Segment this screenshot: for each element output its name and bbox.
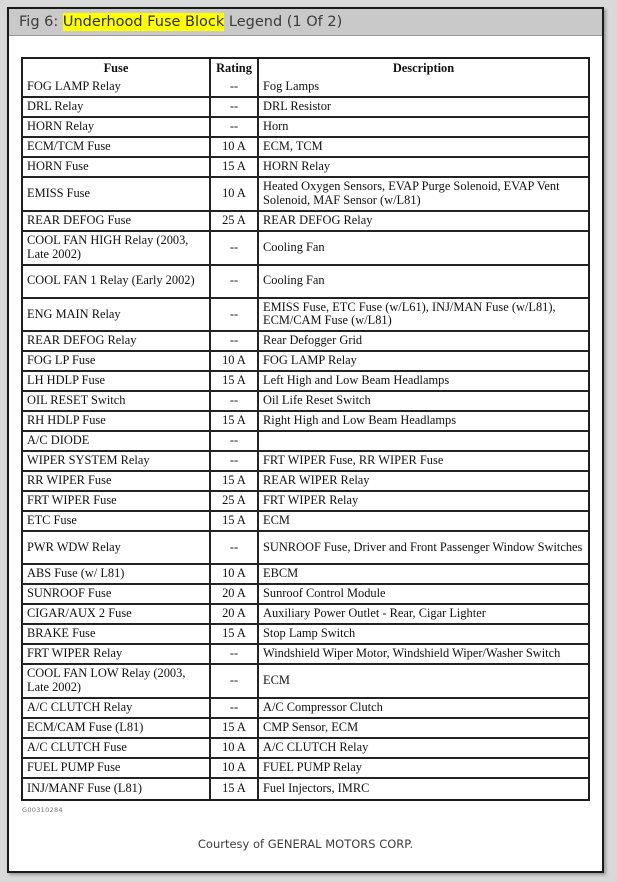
cell-fuse: COOL FAN HIGH Relay (2003, Late 2002) (23, 232, 211, 266)
table-row (23, 372, 588, 392)
table-row (23, 699, 588, 719)
table-row (23, 719, 588, 739)
table-row (23, 332, 588, 352)
table-row (23, 585, 588, 605)
table-row (23, 605, 588, 625)
table-row (23, 178, 588, 212)
cell-fuse: A/C DIODE (23, 432, 211, 452)
cell-rating: -- (211, 699, 259, 719)
cell-description: FRT WIPER Fuse, RR WIPER Fuse (259, 452, 588, 472)
cell-fuse: FRT WIPER Relay (23, 645, 211, 665)
table-row (23, 412, 588, 432)
cell-description: Fog Lamps (259, 78, 588, 98)
table-header (23, 59, 588, 78)
table-row (23, 118, 588, 138)
cell-fuse: COOL FAN 1 Relay (Early 2002) (23, 266, 211, 299)
table-row (23, 352, 588, 372)
table-row (23, 299, 588, 333)
cell-rating: -- (211, 645, 259, 665)
cell-rating: -- (211, 332, 259, 352)
cell-rating: 10 A (211, 565, 259, 585)
cell-fuse: RR WIPER Fuse (23, 472, 211, 492)
cell-fuse: A/C CLUTCH Fuse (23, 739, 211, 759)
table-row (23, 665, 588, 699)
cell-description: Fuel Injectors, IMRC (263, 781, 370, 796)
cell-rating: -- (211, 266, 259, 299)
cell-fuse: ABS Fuse (w/ L81) (23, 565, 211, 585)
figure-image-code: G00310284 (22, 806, 63, 815)
cell-rating: -- (211, 665, 259, 699)
table-row (23, 512, 588, 532)
cell-rating: -- (211, 452, 259, 472)
cell-description: Cooling Fan (259, 232, 588, 266)
cell-rating: 10 A (211, 759, 259, 779)
fuse-legend-container (9, 36, 602, 801)
cell-rating: -- (211, 532, 259, 565)
title-prefix: Fig 6: (19, 14, 63, 30)
cell-rating: 25 A (211, 212, 259, 232)
document-page (7, 7, 604, 873)
cell-fuse: HORN Relay (23, 118, 211, 138)
cell-rating: 15 A (211, 779, 259, 799)
cell-fuse: COOL FAN LOW Relay (2003, Late 2002) (23, 665, 211, 699)
cell-description: ECM (259, 665, 588, 699)
table-row (23, 779, 588, 799)
cell-description: CMP Sensor, ECM (259, 719, 588, 739)
cell-rating: -- (211, 232, 259, 266)
cell-rating: 20 A (211, 605, 259, 625)
table-header-row (23, 59, 588, 78)
cell-description: FRT WIPER Relay (259, 492, 588, 512)
column-header-fuse: Fuse (23, 59, 211, 78)
cell-description: A/C Compressor Clutch (259, 699, 588, 719)
cell-rating: 10 A (211, 138, 259, 158)
table-row (23, 432, 588, 452)
table-body (23, 78, 588, 799)
title-highlighted-term: Underhood Fuse Block (62, 14, 225, 30)
table-row (23, 266, 588, 299)
fuse-legend-table (21, 57, 590, 801)
cell-fuse: SUNROOF Fuse (23, 585, 211, 605)
cell-fuse: HORN Fuse (23, 158, 211, 178)
table-row (23, 472, 588, 492)
cell-fuse: BRAKE Fuse (23, 625, 211, 645)
cell-fuse: ETC Fuse (23, 512, 211, 532)
cell-fuse: ENG MAIN Relay (23, 299, 211, 333)
cell-rating: 10 A (211, 178, 259, 212)
cell-description: Sunroof Control Module (259, 585, 588, 605)
cell-rating: -- (211, 392, 259, 412)
table-row (23, 158, 588, 178)
title-suffix: Legend (1 Of 2) (224, 14, 343, 30)
cell-description: FOG LAMP Relay (259, 352, 588, 372)
cell-description (259, 432, 588, 452)
column-header-rating: Rating (211, 59, 259, 78)
cell-fuse: EMISS Fuse (23, 178, 211, 212)
figure-title-bar (9, 9, 602, 36)
cell-description: Windshield Wiper Motor, Windshield Wiper/Washer Switch (259, 645, 588, 665)
page-title (19, 14, 342, 30)
table-row (23, 492, 588, 512)
cell-rating: 25 A (211, 492, 259, 512)
cell-fuse: ECM/TCM Fuse (23, 138, 211, 158)
cell-description: ECM, TCM (259, 138, 588, 158)
cell-description: Rear Defogger Grid (259, 332, 588, 352)
table-row (23, 78, 588, 98)
cell-description: Horn (259, 118, 588, 138)
cell-description: Right High and Low Beam Headlamps (259, 412, 588, 432)
cell-rating: -- (211, 432, 259, 452)
cell-rating: 15 A (211, 372, 259, 392)
column-header-description: Description (392, 60, 455, 75)
table-row (23, 452, 588, 472)
cell-fuse: WIPER SYSTEM Relay (23, 452, 211, 472)
cell-fuse: FOG LP Fuse (23, 352, 211, 372)
cell-rating: -- (211, 78, 259, 98)
cell-rating: 10 A (211, 352, 259, 372)
cell-rating: 15 A (211, 625, 259, 645)
table-row (23, 645, 588, 665)
table-row (23, 392, 588, 412)
table-row (23, 98, 588, 118)
cell-fuse: RH HDLP Fuse (23, 412, 211, 432)
cell-description: Heated Oxygen Sensors, EVAP Purge Solenoid, EVAP Vent Solenoid, MAF Sensor (w/L81) (259, 178, 588, 212)
table-row (23, 138, 588, 158)
cell-description: EMISS Fuse, ETC Fuse (w/L61), INJ/MAN Fuse (w/L81), ECM/CAM Fuse (w/L81) (259, 299, 588, 333)
cell-fuse: INJ/MANF Fuse (L81) (23, 779, 211, 799)
cell-rating: 10 A (211, 739, 259, 759)
cell-fuse: CIGAR/AUX 2 Fuse (23, 605, 211, 625)
table-row (23, 232, 588, 266)
cell-description: EBCM (259, 565, 588, 585)
cell-rating: 15 A (211, 719, 259, 739)
cell-description: SUNROOF Fuse, Driver and Front Passenger Window Switches (259, 532, 588, 565)
courtesy-credit: Courtesy of GENERAL MOTORS CORP. (197, 837, 414, 852)
cell-fuse: A/C CLUTCH Relay (23, 699, 211, 719)
cell-rating: -- (211, 98, 259, 118)
cell-fuse: FOG LAMP Relay (23, 78, 211, 98)
table-row (23, 759, 588, 779)
cell-description: Auxiliary Power Outlet - Rear, Cigar Lighter (259, 605, 588, 625)
cell-description: HORN Relay (259, 158, 588, 178)
cell-description: Left High and Low Beam Headlamps (259, 372, 588, 392)
cell-fuse: OIL RESET Switch (23, 392, 211, 412)
cell-rating: 20 A (211, 585, 259, 605)
cell-rating: -- (211, 118, 259, 138)
table-row (23, 565, 588, 585)
cell-description: REAR DEFOG Relay (259, 212, 588, 232)
cell-fuse: REAR DEFOG Relay (23, 332, 211, 352)
cell-fuse: ECM/CAM Fuse (L81) (23, 719, 211, 739)
cell-description: Cooling Fan (259, 266, 588, 299)
cell-fuse: FUEL PUMP Fuse (23, 759, 211, 779)
cell-description: Oil Life Reset Switch (259, 392, 588, 412)
cell-fuse: PWR WDW Relay (23, 532, 211, 565)
cell-description: REAR WIPER Relay (259, 472, 588, 492)
cell-description: FUEL PUMP Relay (259, 759, 588, 779)
cell-description: A/C CLUTCH Relay (259, 739, 588, 759)
cell-rating: 15 A (211, 472, 259, 492)
cell-rating: 15 A (211, 512, 259, 532)
cell-fuse: FRT WIPER Fuse (23, 492, 211, 512)
table-row (23, 212, 588, 232)
cell-rating: 15 A (211, 158, 259, 178)
table-row (23, 532, 588, 565)
cell-description: ECM (259, 512, 588, 532)
table-row (23, 625, 588, 645)
cell-rating: 15 A (211, 412, 259, 432)
cell-description: Stop Lamp Switch (259, 625, 588, 645)
cell-rating: -- (211, 299, 259, 333)
cell-fuse: DRL Relay (23, 98, 211, 118)
cell-fuse: LH HDLP Fuse (23, 372, 211, 392)
table-row (23, 739, 588, 759)
cell-description: DRL Resistor (259, 98, 588, 118)
cell-fuse: REAR DEFOG Fuse (23, 212, 211, 232)
